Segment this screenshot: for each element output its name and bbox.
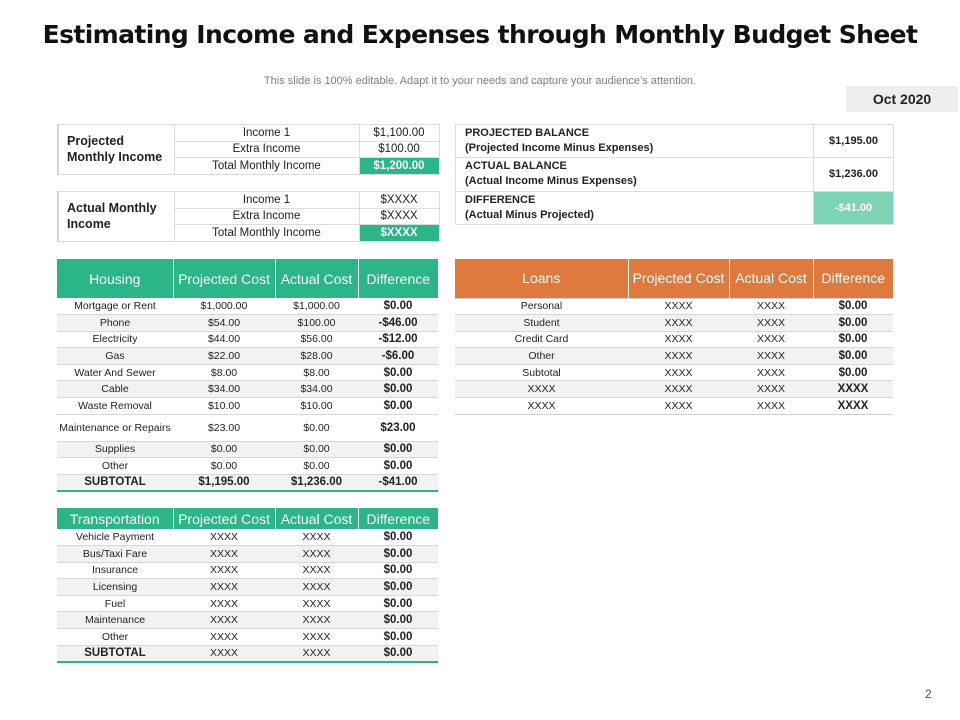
actual-cost-header: Actual Cost bbox=[275, 259, 358, 298]
actual-balance-label: ACTUAL BALANCE (Actual Income Minus Expenses) bbox=[456, 158, 814, 191]
table-row: Subtotal XXXX XXXX $0.00 bbox=[455, 364, 893, 381]
loans-header: Loans bbox=[455, 259, 628, 298]
actual-income-table bbox=[57, 191, 440, 242]
table-row: Student XXXX XXXX $0.00 bbox=[455, 315, 893, 332]
actual-balance-value: $1,236.00 bbox=[814, 158, 894, 191]
table-row: Vehicle Payment XXXX XXXX $0.00 bbox=[57, 529, 438, 546]
transportation-table bbox=[57, 508, 438, 663]
table-row: Other XXXX XXXX $0.00 bbox=[57, 629, 438, 646]
income-row-name: Income 1 bbox=[174, 125, 359, 142]
page-subtitle: This slide is 100% editable. Adapt it to your needs and capture your audience’s attention. bbox=[263, 75, 697, 87]
transportation-rows bbox=[57, 529, 438, 662]
table-row: XXXX XXXX XXXX XXXX bbox=[455, 398, 893, 415]
difference-header: Difference bbox=[813, 259, 893, 298]
difference-header: Difference bbox=[358, 259, 438, 298]
table-row: Phone $54.00 $100.00 -$46.00 bbox=[57, 315, 438, 332]
table-row: Mortgage or Rent $1,000.00 $1,000.00 $0.00 bbox=[57, 298, 438, 315]
projected-income-label: Projected Monthly Income bbox=[58, 125, 174, 175]
income-row-name: Total Monthly Income bbox=[174, 225, 359, 242]
income-row-value: $100.00 bbox=[359, 141, 439, 158]
loans-rows bbox=[455, 298, 893, 414]
projected-cost-header: Projected Cost bbox=[628, 259, 729, 298]
table-row: Waste Removal $10.00 $10.00 $0.00 bbox=[57, 398, 438, 415]
table-row: Water And Sewer $8.00 $8.00 $0.00 bbox=[57, 364, 438, 381]
transportation-header: Transportation bbox=[57, 508, 173, 529]
projected-income-table bbox=[57, 124, 440, 175]
income-row-value: $1,100.00 bbox=[359, 125, 439, 142]
income-row-value: $XXXX bbox=[359, 208, 439, 225]
income-row-value: $XXXX bbox=[359, 192, 439, 209]
subtotal-row: SUBTOTAL $1,195.00 $1,236.00 -$41.00 bbox=[57, 474, 438, 491]
projected-cost-header: Projected Cost bbox=[173, 259, 275, 298]
table-row: Maintenance XXXX XXXX $0.00 bbox=[57, 612, 438, 629]
actual-cost-header: Actual Cost bbox=[729, 259, 813, 298]
table-row: Personal XXXX XXXX $0.00 bbox=[455, 298, 893, 315]
table-row: Licensing XXXX XXXX $0.00 bbox=[57, 579, 438, 596]
subtotal-row: SUBTOTAL XXXX XXXX $0.00 bbox=[57, 645, 438, 662]
table-row: Electricity $44.00 $56.00 -$12.00 bbox=[57, 331, 438, 348]
table-row: Other XXXX XXXX $0.00 bbox=[455, 348, 893, 365]
table-row: Supplies $0.00 $0.00 $0.00 bbox=[57, 441, 438, 458]
table-row: Fuel XXXX XXXX $0.00 bbox=[57, 595, 438, 612]
income-row-name: Total Monthly Income bbox=[174, 158, 359, 175]
table-row: XXXX XXXX XXXX XXXX bbox=[455, 381, 893, 398]
income-row-name: Extra Income bbox=[174, 141, 359, 158]
balance-table bbox=[455, 124, 894, 225]
income-total-value: $XXXX bbox=[359, 225, 439, 242]
table-row: Gas $22.00 $28.00 -$6.00 bbox=[57, 348, 438, 365]
table-row: Maintenance or Repairs $23.00 $0.00 $23.00 bbox=[57, 414, 438, 441]
actual-cost-header: Actual Cost bbox=[275, 508, 358, 529]
difference-label: DIFFERENCE (Actual Minus Projected) bbox=[456, 191, 814, 224]
housing-table bbox=[57, 259, 438, 492]
table-row: Bus/Taxi Fare XXXX XXXX $0.00 bbox=[57, 546, 438, 563]
projected-balance-value: $1,195.00 bbox=[814, 125, 894, 158]
loans-table bbox=[455, 259, 893, 415]
table-row: Other $0.00 $0.00 $0.00 bbox=[57, 458, 438, 475]
table-row: Credit Card XXXX XXXX $0.00 bbox=[455, 331, 893, 348]
table-row: Cable $34.00 $34.00 $0.00 bbox=[57, 381, 438, 398]
actual-income-label: Actual Monthly Income bbox=[58, 192, 174, 242]
housing-rows bbox=[57, 298, 438, 491]
table-row: Insurance XXXX XXXX $0.00 bbox=[57, 562, 438, 579]
income-row-name: Extra Income bbox=[174, 208, 359, 225]
projected-cost-header: Projected Cost bbox=[173, 508, 275, 529]
projected-balance-label: PROJECTED BALANCE (Projected Income Minus Expenses) bbox=[456, 125, 814, 158]
income-total-value: $1,200.00 bbox=[359, 158, 439, 175]
difference-value: -$41.00 bbox=[814, 191, 894, 224]
page-number: 2 bbox=[925, 687, 932, 701]
difference-header: Difference bbox=[358, 508, 438, 529]
page-title: Estimating Income and Expenses through Monthly Budget Sheet bbox=[42, 20, 918, 49]
date-badge: Oct 2020 bbox=[846, 86, 958, 112]
housing-header: Housing bbox=[57, 259, 173, 298]
income-row-name: Income 1 bbox=[174, 192, 359, 209]
